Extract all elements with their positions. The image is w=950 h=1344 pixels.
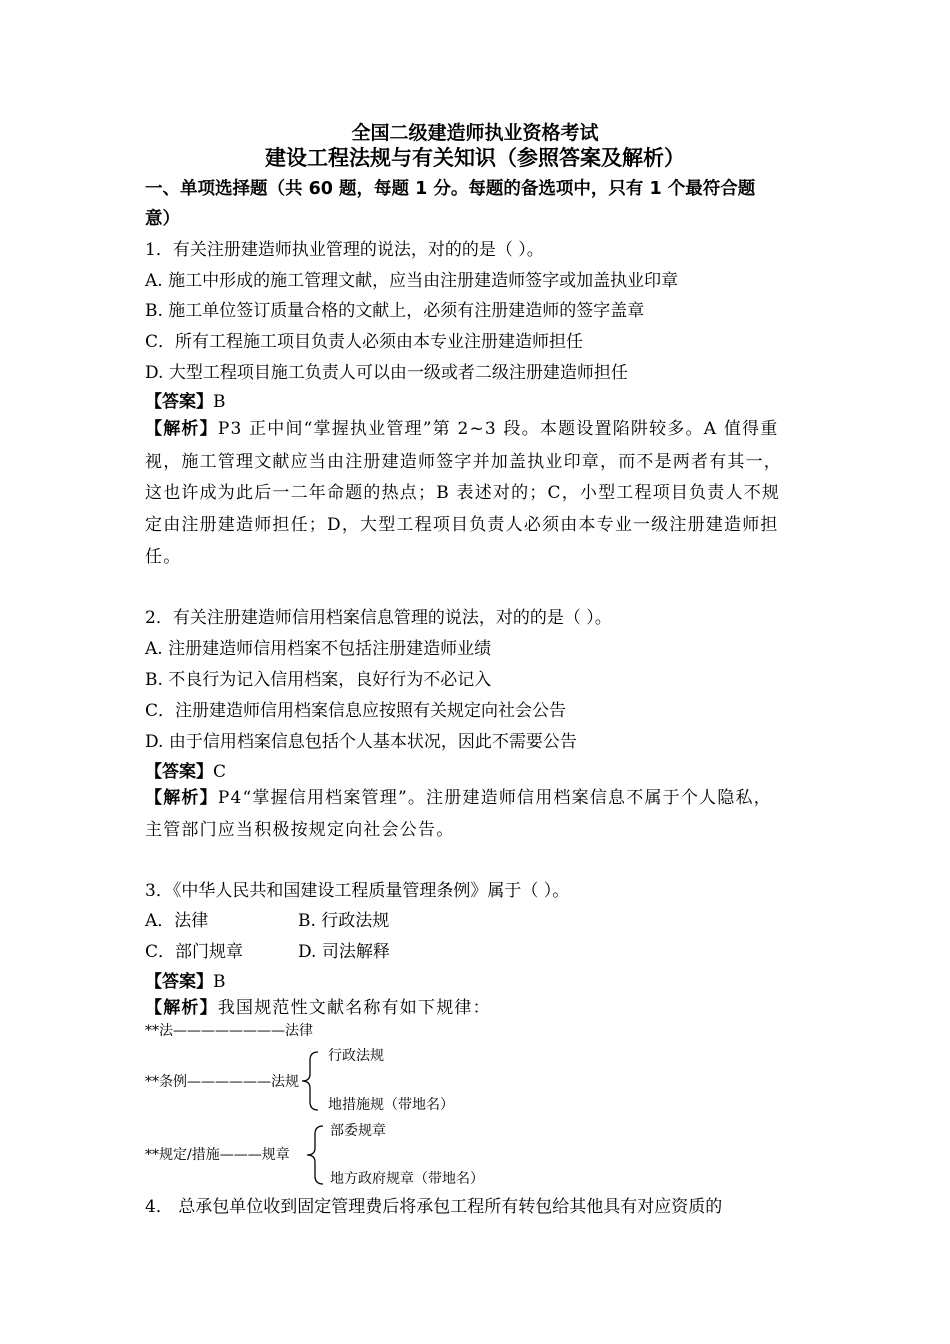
document-subtitle: 建设工程法规与有关知识（参照答案及解析） [265,146,685,170]
answer-value: B [213,972,226,992]
question-2-option-b: B. 不良行为记入信用档案，良好行为不必记入 [145,670,492,690]
question-2-option-d: D. 由于信用档案信息包括个人基本状况，因此不需要公告 [145,732,577,752]
question-2-option-c: C．注册建造师信用档案信息应按照有关规定向社会公告 [145,701,567,721]
section-heading: 一、单项选择题（共 60 题，每题 1 分。每题的备选项中，只有 1 个最符合题 [145,179,756,199]
question-2-answer [145,761,226,783]
rule-regulation-admin: 行政法规 [328,1048,384,1064]
rule-rules-ministry: 部委规章 [330,1123,386,1139]
left-brace-icon [303,1124,325,1186]
section-heading-cont: 意） [145,209,180,229]
question-3-answer [145,971,226,993]
analysis-text: 我国规范性文献名称有如下规律： [217,998,491,1018]
question-1-analysis-line: 这也许成为此后一二年命题的热点；B 表述对的；C，小型工程项目负责人不规 [145,483,781,503]
question-1-analysis [145,418,778,440]
rule-law: **法————————法律 [145,1023,313,1039]
analysis-label: 【解析】 [145,998,218,1018]
analysis-label: 【解析】 [145,788,218,808]
question-3-option-a: A．法律 [145,911,209,931]
analysis-text: P4“掌握信用档案管理”。注册建造师信用档案信息不属于个人隐私， [217,788,772,808]
rule-rules-left: **规定/措施———规章 [145,1147,290,1163]
document-title: 全国二级建造师执业资格考试 [351,122,599,144]
rule-rules-local: 地方政府规章（带地名） [330,1171,484,1187]
rule-regulation-local: 地措施规（带地名） [328,1097,454,1113]
answer-value: B [213,392,226,412]
left-brace-icon [298,1050,320,1112]
question-3-option-c: C．部门规章 [145,942,244,962]
answer-label: 【答案】 [145,392,213,412]
question-2-option-a: A. 注册建造师信用档案不包括注册建造师业绩 [145,639,492,659]
rule-regulation-left: **条例——————法规 [145,1074,299,1090]
question-1-answer [145,391,226,413]
question-3-option-d: D. 司法解释 [298,942,390,962]
question-1-analysis-line: 定由注册建造师担任；D，大型工程项目负责人必须由本专业一级注册建造师担 [145,515,779,535]
answer-value: C [213,762,227,782]
question-3-stem: 3．《中华人民共和国建设工程质量管理条例》属于（ ）。 [145,881,570,901]
analysis-label: 【解析】 [145,419,218,439]
question-3-analysis [145,997,491,1019]
question-1-option-d: D. 大型工程项目施工负责人可以由一级或者二级注册建造师担任 [145,363,628,383]
question-4-stem: 4． 总承包单位收到固定管理费后将承包工程所有转包给其他具有对应资质的 [145,1197,723,1217]
question-1-stem: 1．有关注册建造师执业管理的说法，对的的是（ ）。 [145,240,544,260]
answer-label: 【答案】 [145,762,213,782]
question-2-stem: 2．有关注册建造师信用档案信息管理的说法，对的的是（ ）。 [145,608,612,628]
question-1-option-a: A. 施工中形成的施工管理文献，应当由注册建造师签字或加盖执业印章 [145,271,679,291]
analysis-text: P3 正中间“掌握执业管理”第 2~3 段。本题设置陷阱较多。A 值得重 [217,419,779,439]
answer-label: 【答案】 [145,972,213,992]
question-1-option-c: C．所有工程施工项目负责人必须由本专业注册建造师担任 [145,332,584,352]
question-1-option-b: B. 施工单位签订质量合格的文献上，必须有注册建造师的签字盖章 [145,301,645,321]
question-1-analysis-line: 视，施工管理文献应当由注册建造师签字并加盖执业印章，而不是两者有其一， [145,452,782,472]
question-2-analysis [145,787,772,809]
question-1-analysis-line: 任。 [145,547,182,567]
question-2-analysis-line: 主管部门应当积极按规定向社会公告。 [145,820,455,840]
question-3-option-b: B. 行政法规 [298,911,390,931]
